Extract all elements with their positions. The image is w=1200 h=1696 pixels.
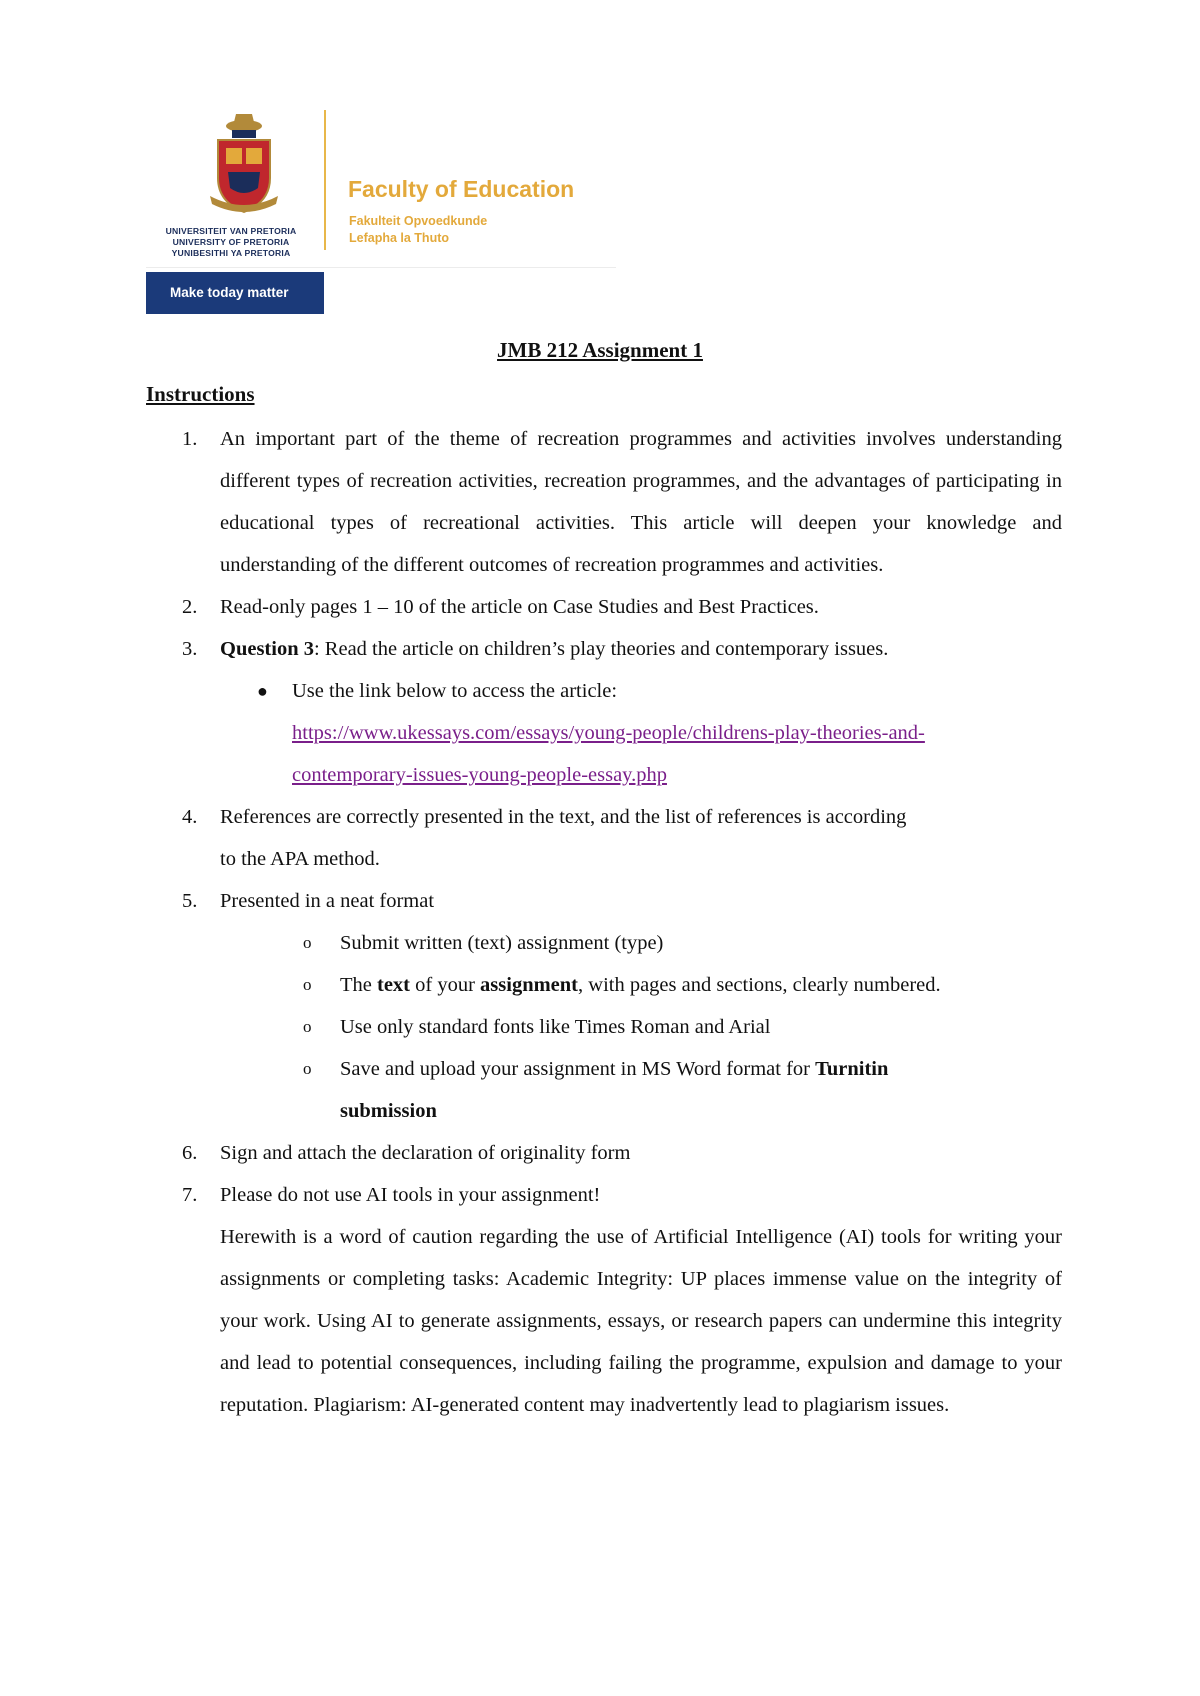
list-item [146,628,1062,670]
list-item-text: : Read the article on children’s play theories and contemporary issues. [313,638,889,660]
instructions-list [146,418,1062,1426]
list-item [146,796,1062,880]
header-rule [146,267,616,268]
list-item [146,880,1062,922]
format-bullet-text: of your [410,974,481,996]
format-bullet [146,1006,1062,1048]
list-item-text: Presented in a neat format [220,890,435,912]
faculty-title: Faculty of Education [348,176,575,202]
faculty-subtitle-afrikaans: Fakulteit Opvoedkunde [349,214,488,228]
format-bullet-text: , with pages and sections, clearly numbered. [578,974,941,996]
circle-bullet-icon: o [303,933,312,952]
format-bullet [146,1048,1062,1132]
list-number: 6. [182,1142,198,1164]
format-bullet-bold: assignment [480,974,579,996]
list-item-text-line-2: to the APA method. [220,848,380,870]
circle-bullet-icon: o [303,1059,312,1078]
circle-bullet-icon: o [303,975,312,994]
article-link-line-1: https://www.ukessays.com/essays/young-people/childrens-play-theories-and- [292,722,925,744]
faculty-subtitle-sepedi: Lefapha la Thuto [349,231,449,245]
university-name-afrikaans: UNIVERSITEIT VAN PRETORIA [165,226,297,236]
format-bullet-text: Use only standard fonts like Times Roman and Arial [340,1016,771,1038]
header-divider [324,110,326,250]
university-name-english: UNIVERSITY OF PRETORIA [172,237,290,247]
format-bullet-bold: submission [340,1100,437,1122]
question-label: Question 3 [220,638,314,660]
article-link[interactable] [292,722,925,786]
tagline-banner: Make today matter [146,272,324,314]
format-bullet [146,964,1062,1006]
list-number: 2. [182,596,198,618]
instructions-heading: Instructions [146,382,255,406]
format-bullet-bold: Turnitin [815,1058,889,1080]
format-bullet [146,922,1062,964]
list-number: 1. [182,428,198,450]
list-item-text: Please do not use AI tools in your assignment! [220,1184,601,1206]
list-number: 5. [182,890,198,912]
list-item-text-line-1: References are correctly presented in the text, and the list of references is according [220,806,907,828]
list-number: 4. [182,806,198,828]
list-item [146,1174,1062,1426]
format-bullet-bold: text [377,974,411,996]
list-item [146,586,1062,628]
article-link-line-2: contemporary-issues-young-people-essay.php [292,764,667,786]
list-item-text: Read-only pages 1 – 10 of the article on Case Studies and Best Practices. [220,596,819,618]
list-number: 7. [182,1184,198,1206]
list-item-text: An important part of the theme of recreation programmes and activities involves understanding different types of recreation activities, recreation programmes, and the advantages of participating in educational types of recreational activities. This article will deepen your knowledge and understanding of the different outcomes of recreation programmes and activities. [220,428,1062,576]
bullet-dot-icon: ● [257,681,268,701]
list-item-text: Sign and attach the declaration of originality form [220,1142,631,1164]
faculty-header [146,110,616,320]
ai-caution-paragraph: Herewith is a word of caution regarding the use of Artificial Intelligence (AI) tools for writing your assignments or completing tasks: Academic Integrity: UP places immense value on the integrity of your work. Using AI to generate assignments, essays, or research papers can undermine this integrity and lead to potential consequences, including failing the programme, expulsion and damage to your reputation. Plagiarism: AI-generated content may inadvertently lead to plagiarism issues. [220,1226,1062,1416]
link-bullet-text: Use the link below to access the article: [292,680,618,702]
list-item [146,1132,1062,1174]
list-item [146,418,1062,586]
list-number: 3. [182,638,198,660]
format-bullet-text: The [340,974,377,996]
format-bullet-text: Submit written (text) assignment (type) [340,932,664,954]
university-crest-icon [196,110,292,218]
format-bullet-text: Save and upload your assignment in MS Word format for [340,1058,816,1080]
university-name-sepedi: YUNIBESITHI YA PRETORIA [171,248,291,258]
circle-bullet-icon: o [303,1017,312,1036]
link-bullet [146,670,1062,796]
document-title: JMB 212 Assignment 1 [497,338,703,362]
university-names [146,226,316,259]
